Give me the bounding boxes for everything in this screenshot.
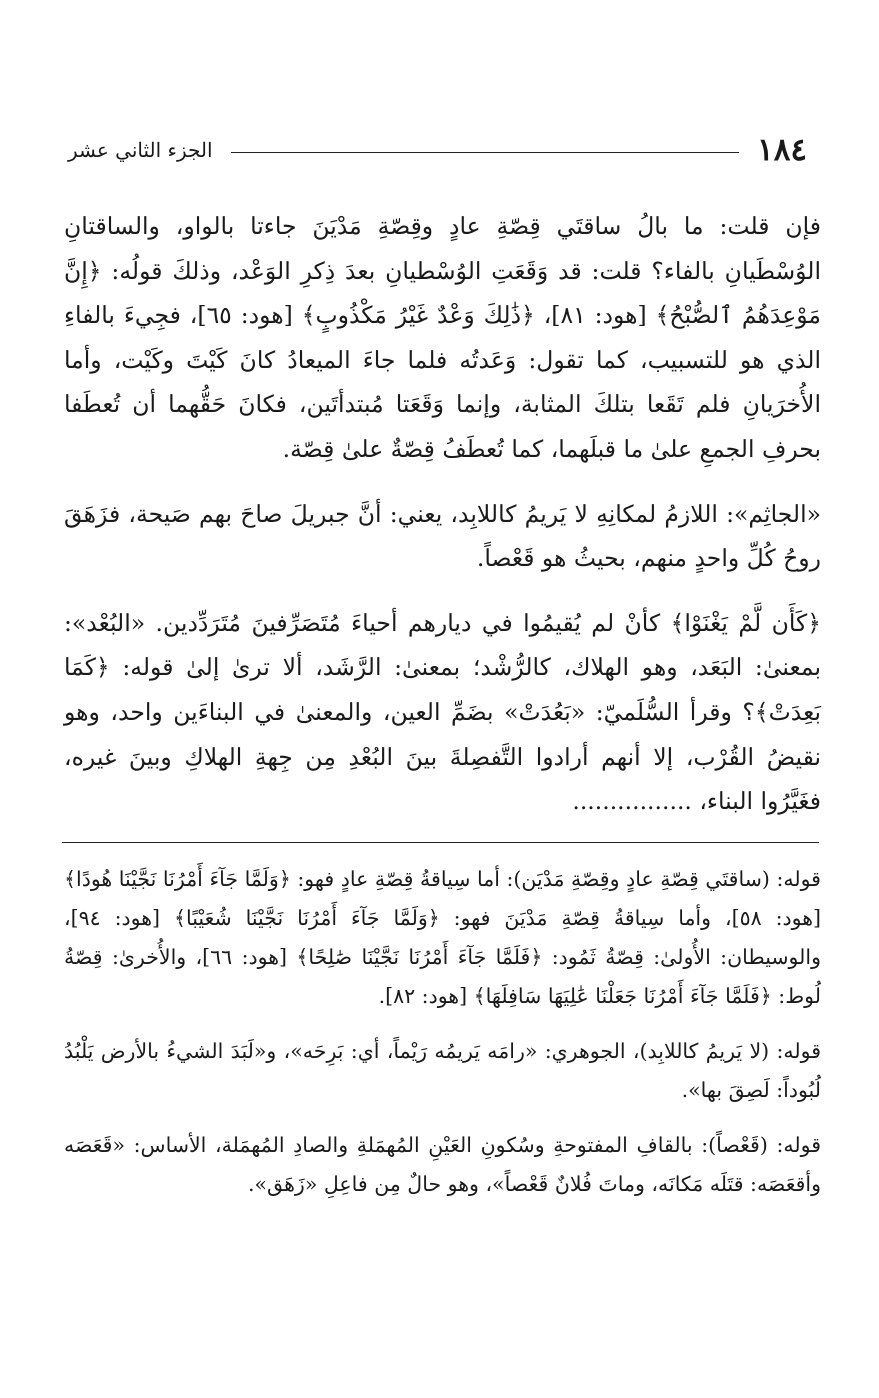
main-text bbox=[64, 204, 821, 824]
header-rule bbox=[231, 152, 740, 153]
body-paragraph: فإن قلت: ما بالُ ساقتَي قِصّةِ عادٍ وقِصّةِ مَدْيَنَ جاءتا بالواو، والساقتانِ الوُسْطَيانِ بالفاء؟ قلت: قد وَقَعَتِ الوُسْطيانِ بعدَ ذِكرِ الوَعْد، وذلكَ قولُه: ﴿إِنَّ مَوْعِدَهُمُ ٱلصُّبْحُ﴾ [هود: ٨١]، ﴿ذَٰلِكَ وَعْدٌ غَيْرُ مَكْذُوبٍ﴾ [هود: ٦٥]، فجِيءَ بالفاءِ الذي هو للتسبيب، كما تقول: وَعَدتُه فلما جاءَ الميعادُ كانَ كَيْتَ وكَيْت، وأما الأُخرَيانِ فلم تَقَعا بتلكَ المثابة، وإنما وَقَعَتا مُبتدأتَين، فكانَ حَقُّهما أن تُعطَفا بحرفِ الجمعِ علىٰ ما قبلَهما، كما تُعطَفُ قِصّةٌ علىٰ قِصّة. bbox=[64, 212, 821, 463]
page-header bbox=[68, 128, 807, 172]
body-paragraph: «الجاثِم»: اللازمُ لمكانِهِ لا يَريمُ كاللابِد، يعني: أنَّ جبريلَ صاحَ بهم صَيحة، فزَهَقَ روحُ كُلِّ واحدٍ منهم، بحيثُ هو قَعْصاً. bbox=[64, 499, 821, 573]
footnotes bbox=[64, 860, 821, 1204]
footnote: قوله: (قَعْصاً): بالقافِ المفتوحةِ وسُكونِ العَيْنِ المُهمَلةِ والصادِ المُهمَلة، الأساس: «قَعَصَه وأقعَصَه: قتَلَه مَكانَه، وماتَ فُلانٌ قَعْصاً»، وهو حالٌ مِن فاعِلِ «زَهَق». bbox=[64, 1133, 821, 1196]
part-title: الجزء الثاني عشر bbox=[68, 138, 213, 162]
footnote: قوله: (لا يَريمُ كاللابِد)، الجوهري: «رامَه يَريمُه رَيْماً، أي: بَرِحَه»، و«لَبَدَ الشيءُ بالأرض يَلْبُدُ لُبُوداً: لَصِقَ بها». bbox=[64, 1039, 821, 1102]
footnote-divider bbox=[62, 842, 819, 843]
body-paragraph: ﴿كَأَن لَّمْ يَغْنَوْا﴾ كأنْ لم يُقيمُوا في ديارهم أحياءَ مُتَصَرِّفينَ مُتَرَدِّدين. «البُعْد»: بمعنىٰ: البَعَد، وهو الهلاك، كالرُّشْد؛ بمعنىٰ: الرَّشَد، ألا ترىٰ إلىٰ قوله: ﴿كَمَا بَعِدَتْ﴾؟ وقرأ السُّلَميّ: «بَعُدَتْ» بضَمِّ العين، والمعنىٰ في البناءَين واحد، وهو نقيضُ القُرْب، إلا أنهم أرادوا التَّفصِلةَ بينَ البُعْدِ مِن جِهةِ الهلاكِ وبينَ غيره، فغَيَّرُوا البناء، ................ bbox=[64, 608, 821, 816]
footnote: قوله: (ساقتَي قِصّةِ عادٍ وقِصّةِ مَدْيَن): أما سِياقةُ قِصّةِ عادٍ فهو: ﴿وَلَمَّا جَآءَ أَمْرُنَا نَجَّيْنَا هُودًا﴾ [هود: ٥٨]، وأما سِياقةُ قِصّةِ مَدْيَنَ فهو: ﴿وَلَمَّا جَآءَ أَمْرُنَا نَجَّيْنَا شُعَيْبًا﴾ [هود: ٩٤]، والوسيطان: الأُولىٰ: قِصّةُ ثَمُود: ﴿فَلَمَّا جَآءَ أَمْرُنَا نَجَّيْنَا صَٰلِحًا﴾ [هود: ٦٦]، والأُخرىٰ: قِصّةُ لُوط: ﴿فَلَمَّا جَآءَ أَمْرُنَا جَعَلْنَا عَٰلِيَهَا سَافِلَهَا﴾ [هود: ٨٢]. bbox=[64, 867, 821, 1008]
page-number: ١٨٤ bbox=[757, 132, 807, 168]
